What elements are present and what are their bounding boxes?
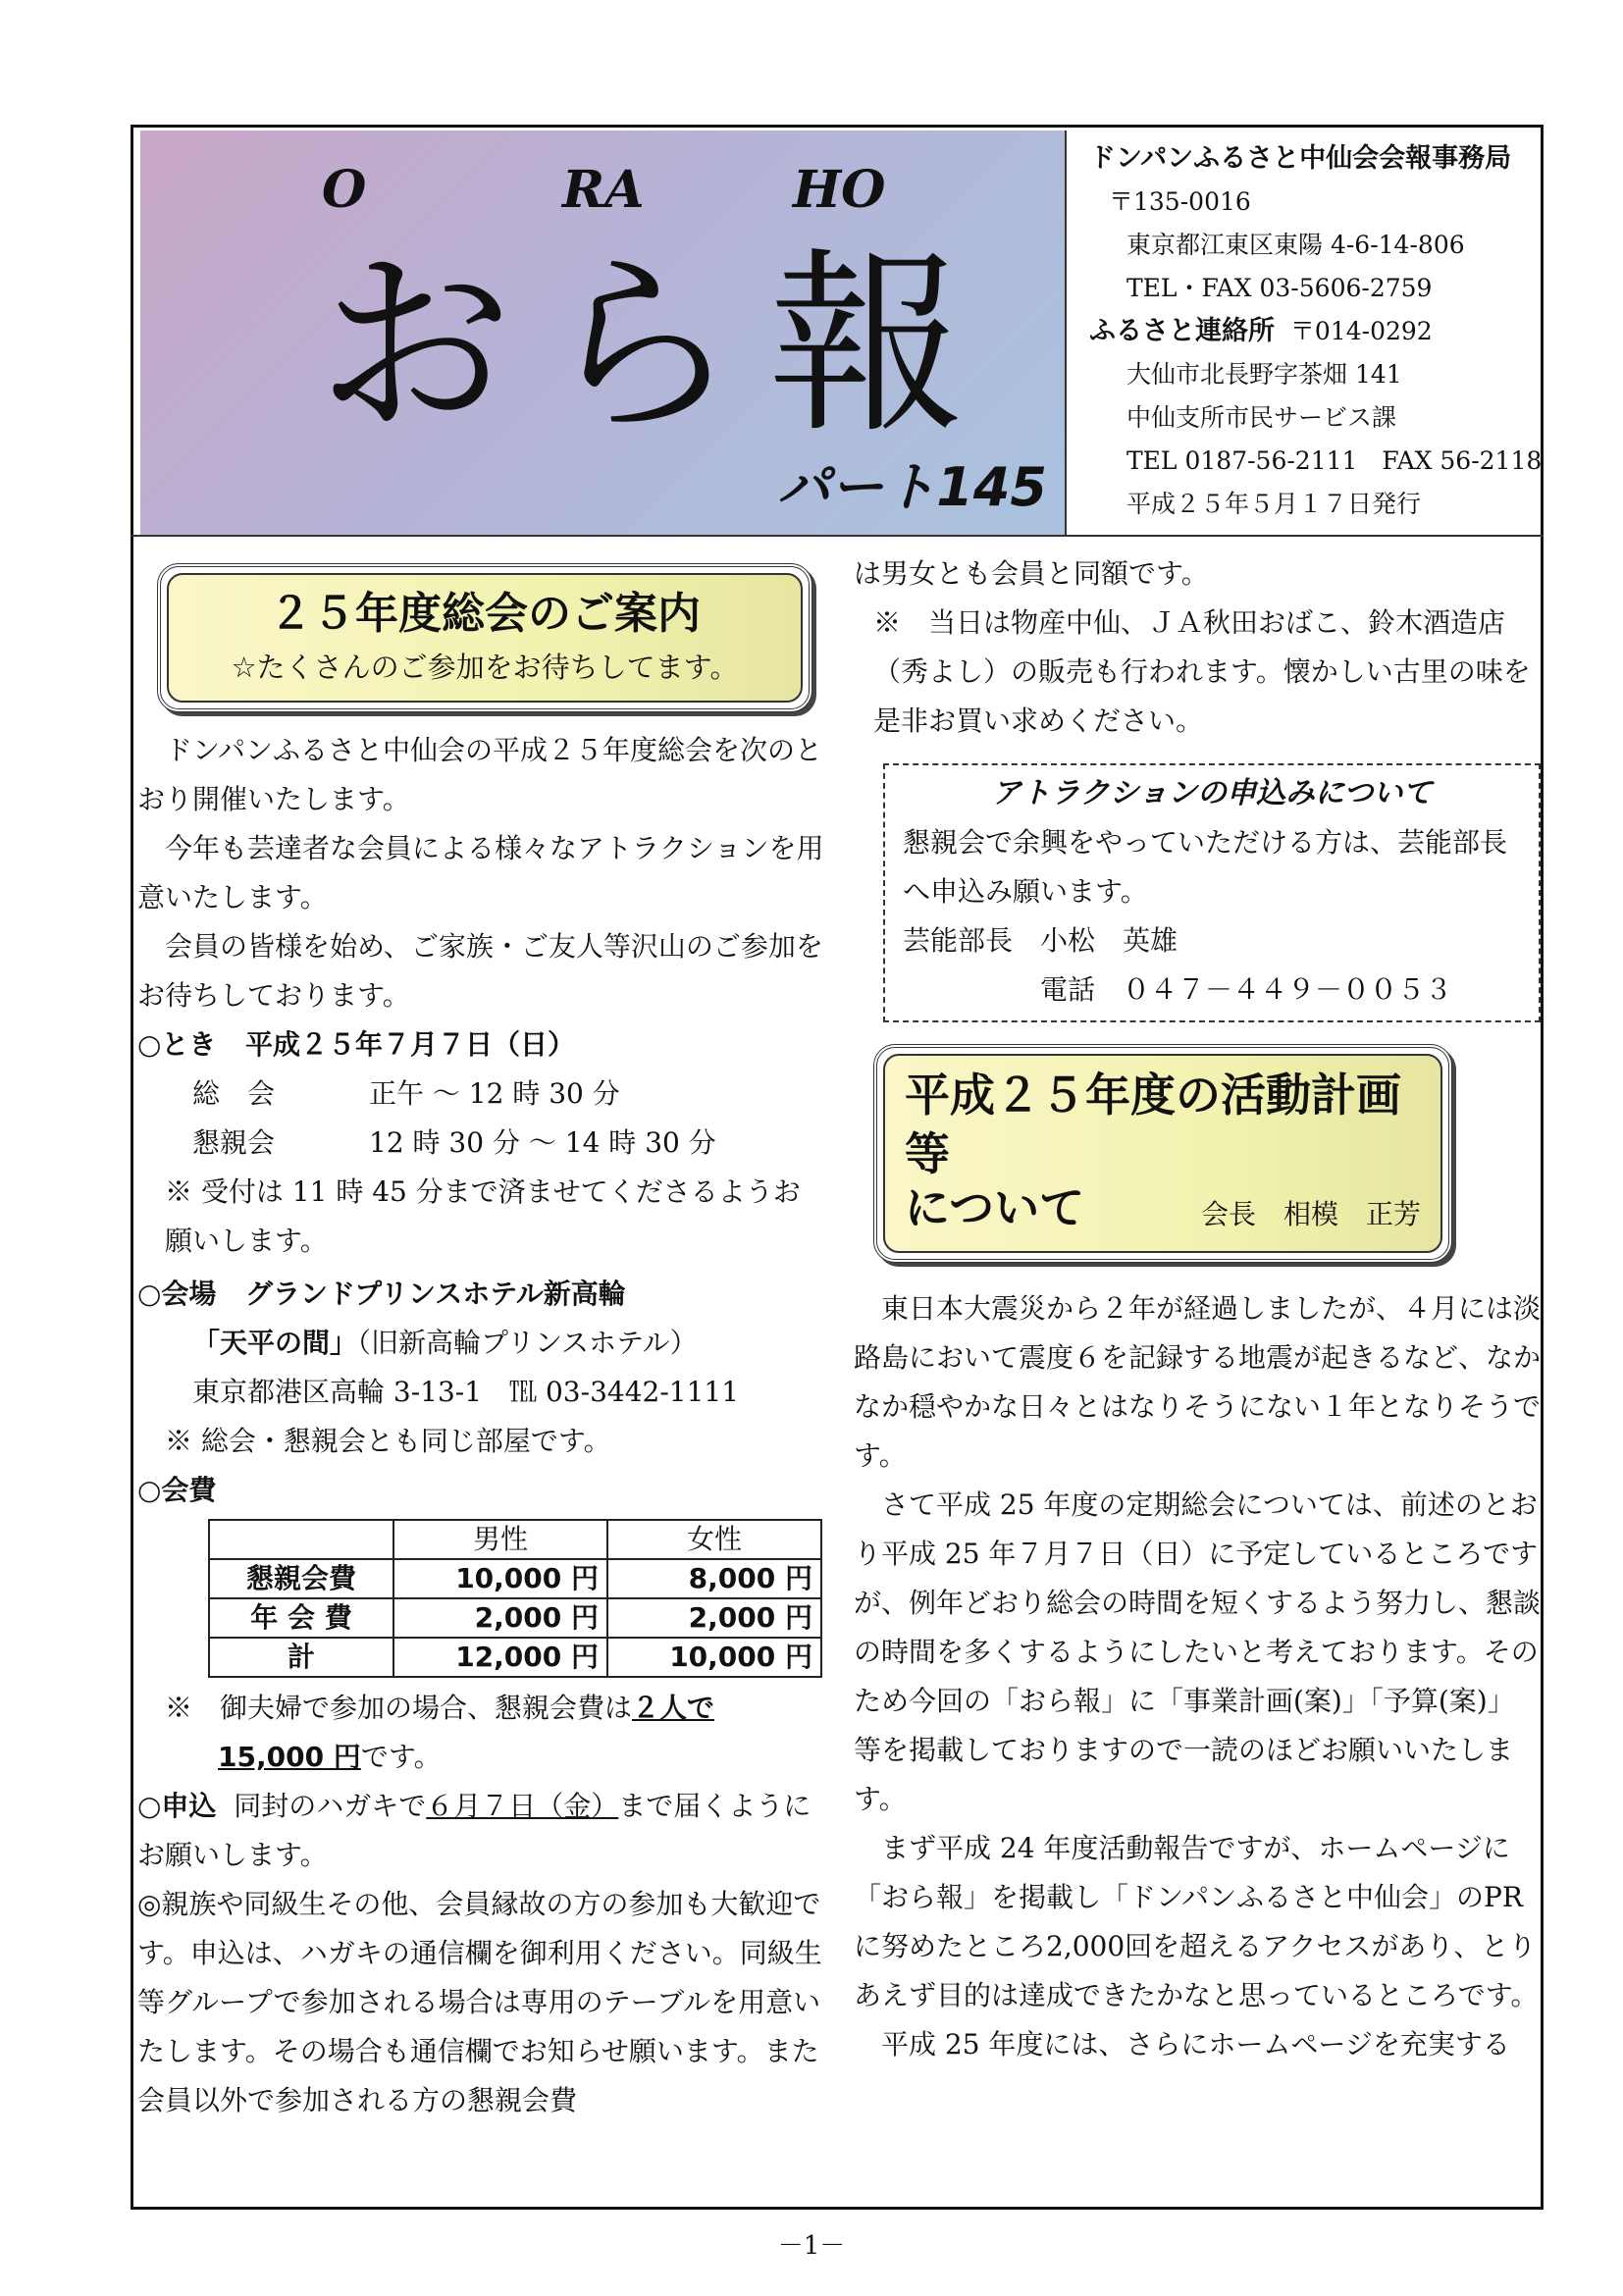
- venue-room: 「天平の間」: [192, 1327, 358, 1359]
- couple-note-c: 15,000 円: [218, 1741, 361, 1773]
- konshin-time: 12 時 30 分 ～ 14 時 30 分: [369, 1126, 716, 1159]
- fee-cell: 10,000 円: [393, 1559, 607, 1598]
- plan-title-cont: について: [905, 1181, 1085, 1234]
- venue-label: ○会場: [137, 1278, 217, 1310]
- fee-table: [208, 1519, 822, 1678]
- address-block: [1089, 137, 1541, 526]
- venue-note: ※ 総会・懇親会とも同じ部屋です。: [165, 1425, 611, 1457]
- address-1: 東京都江東区東陽 4-6-14-806: [1126, 231, 1465, 259]
- fee-row-label: 懇親会費: [209, 1559, 393, 1598]
- when-date: 平成２５年７月７日（日）: [245, 1028, 576, 1061]
- schedule-sokai: [137, 1070, 824, 1119]
- issue-part: パート145: [777, 456, 1047, 518]
- page-number: －1－: [777, 2231, 846, 2261]
- left-column: [137, 549, 824, 2125]
- apply-deadline: ６月７日（金）: [426, 1790, 619, 1822]
- branch-office: 中仙支所市民サービス課: [1126, 403, 1397, 432]
- office-name: ドンパンふるさと中仙会会報事務局: [1089, 143, 1512, 174]
- attraction-phone: 電話 ０４７－４４９－００５３: [1040, 973, 1453, 1006]
- tel-fax-2: TEL 0187-56-2111 FAX 56-2118: [1126, 446, 1543, 475]
- table-row: [209, 1638, 821, 1677]
- fee-row-label: 計: [209, 1638, 393, 1677]
- apply-text-c: まで届くようにお願いします。: [137, 1790, 812, 1871]
- fee-cell: 2,000 円: [393, 1598, 607, 1638]
- notice-title: ２５年度総会のご案内: [269, 589, 701, 639]
- romaji-ho: HO: [793, 160, 886, 220]
- venue-row: [137, 1270, 824, 1319]
- plan-banner: [873, 1044, 1452, 1263]
- attraction-text: 懇親会で余興をやっていただける方は、芸能部長へ申込み願います。: [903, 826, 1508, 908]
- right-continuation: は男女とも会員と同額です。: [854, 557, 1209, 590]
- header-divider: [131, 535, 1544, 537]
- sokai-label: 総 会: [192, 1077, 276, 1110]
- fee-col-male: 男性: [393, 1520, 607, 1559]
- attraction-person: 芸能部長 小松 英雄: [903, 924, 1178, 957]
- fee-label: ○会費: [137, 1474, 217, 1506]
- plan-paragraph-2: さて平成 25 年度の定期総会については、前述のとおり平成 25 年７月７日（日）に予定しているところですが、例年どおり総会の時間を短くするよう努力し、懇談の時間を多くするようにしたいと考えております。そのため今回の「おら報」に「事業計画(案)」「予算(案)」等を掲載しておりますので一読のほどお願いいたします。: [854, 1488, 1542, 1815]
- plan-title-line1: 平成２５年度の活動計画等: [905, 1069, 1401, 1180]
- romaji-o: O: [322, 160, 367, 220]
- venue-room-row: [137, 1319, 824, 1368]
- konshin-label: 懇親会: [192, 1126, 276, 1159]
- fee-row-label: 年 会 費: [209, 1598, 393, 1638]
- plan-title-line2: [885, 1183, 1440, 1251]
- couple-note-a: ※ 御夫婦で参加の場合、懇親会費は: [165, 1692, 633, 1724]
- fee-cell: 10,000 円: [607, 1638, 821, 1677]
- plan-paragraph-4: 平成 25 年度には、さらにホームページを充実する: [881, 2028, 1510, 2061]
- schedule-konshin: [137, 1119, 824, 1168]
- sales-note: ※ 当日は物産中仙、ＪＡ秋田おばこ、鈴木酒造店（秀よし）の販売も行われます。懐かしい古里の味を是非お買い求めください。: [873, 606, 1531, 737]
- postal-1: 〒135-0016: [1109, 187, 1251, 216]
- masthead-romaji: [140, 160, 1065, 219]
- when-label: ○とき: [137, 1028, 217, 1061]
- attraction-box: [883, 763, 1541, 1022]
- venue-address: 東京都港区高輪 3-13-1 ℡ 03-3442-1111: [192, 1376, 740, 1408]
- contact-label: ふるさと連絡所: [1089, 316, 1275, 346]
- intro-paragraph-2: 今年も芸達者な会員による様々なアトラクションを用意いたします。: [137, 832, 824, 913]
- couple-fee-note: [137, 1684, 824, 1782]
- couple-note-b: ２人で: [632, 1692, 715, 1724]
- when-row: [137, 1020, 824, 1070]
- table-row: [209, 1598, 821, 1638]
- plan-paragraph-1: 東日本大震災から２年が経過しましたが、４月には淡路島において震度６を記録する地震が起きるなど、なかなか穏やかな日々とはなりそうにない１年となりそうです。: [854, 1292, 1542, 1472]
- couple-note-d: です。: [360, 1741, 442, 1773]
- venue-name: グランドプリンスホテル新高輪: [245, 1278, 626, 1310]
- right-column: [854, 549, 1541, 2069]
- sokai-time: 正午 ～ 12 時 30 分: [369, 1077, 620, 1110]
- fee-col-blank: [209, 1520, 393, 1559]
- fee-cell: 2,000 円: [607, 1598, 821, 1638]
- plan-paragraph-3: まず平成 24 年度活動報告ですが、ホームページに「おら報」を掲載し「ドンパンふるさと中仙会」のPRに努めたところ2,000回を超えるアクセスがあり、とりあえず目的は達成できたかなと思っているところです。: [854, 1832, 1539, 2011]
- notice-banner: [157, 563, 812, 712]
- fee-col-female: 女性: [607, 1520, 821, 1559]
- reception-note: ※ 受付は 11 時 45 分まで済ませてくださるようお願いします。: [165, 1175, 801, 1257]
- fee-header-row: [209, 1520, 821, 1559]
- masthead-title: おら報: [317, 232, 995, 460]
- issue-date: 平成２５年５月１７日発行: [1126, 490, 1422, 518]
- apply-note: ◎親族や同級生その他、会員縁故の方の参加も大歓迎です。申込は、ハガキの通信欄を御利用ください。同級生等グループで参加される場合は専用のテーブルを用意いたします。その場合も通信欄でお知らせ願います。また会員以外で参加される方の懇親会費: [137, 1888, 822, 2116]
- attraction-title: アトラクションの申込みについて: [991, 776, 1433, 810]
- masthead: [140, 130, 1067, 537]
- notice-subtitle: ☆たくさんのご参加をお待ちしてます。: [231, 651, 739, 684]
- intro-paragraph-1: ドンパンふるさと中仙会の平成２５年度総会を次のとおり開催いたします。: [137, 734, 823, 815]
- plan-author: 会長 相模 正芳: [1200, 1198, 1421, 1230]
- apply-row: [137, 1782, 824, 1880]
- romaji-ra: RA: [562, 160, 645, 220]
- address-2: 大仙市北長野字茶畑 141: [1126, 360, 1402, 389]
- telfax-1: TEL・FAX 03-5606-2759: [1126, 274, 1433, 302]
- postal-2: 〒014-0292: [1289, 317, 1433, 345]
- venue-room-note: （旧新高輪プリンスホテル）: [357, 1327, 698, 1359]
- intro-paragraph-3: 会員の皆様を始め、ご家族・ご友人等沢山のご参加をお待ちしております。: [137, 930, 823, 1012]
- apply-label: ○申込: [137, 1790, 217, 1822]
- fee-cell: 8,000 円: [607, 1559, 821, 1598]
- table-row: [209, 1559, 821, 1598]
- apply-text-a: 同封のハガキで: [234, 1790, 427, 1822]
- fee-cell: 12,000 円: [393, 1638, 607, 1677]
